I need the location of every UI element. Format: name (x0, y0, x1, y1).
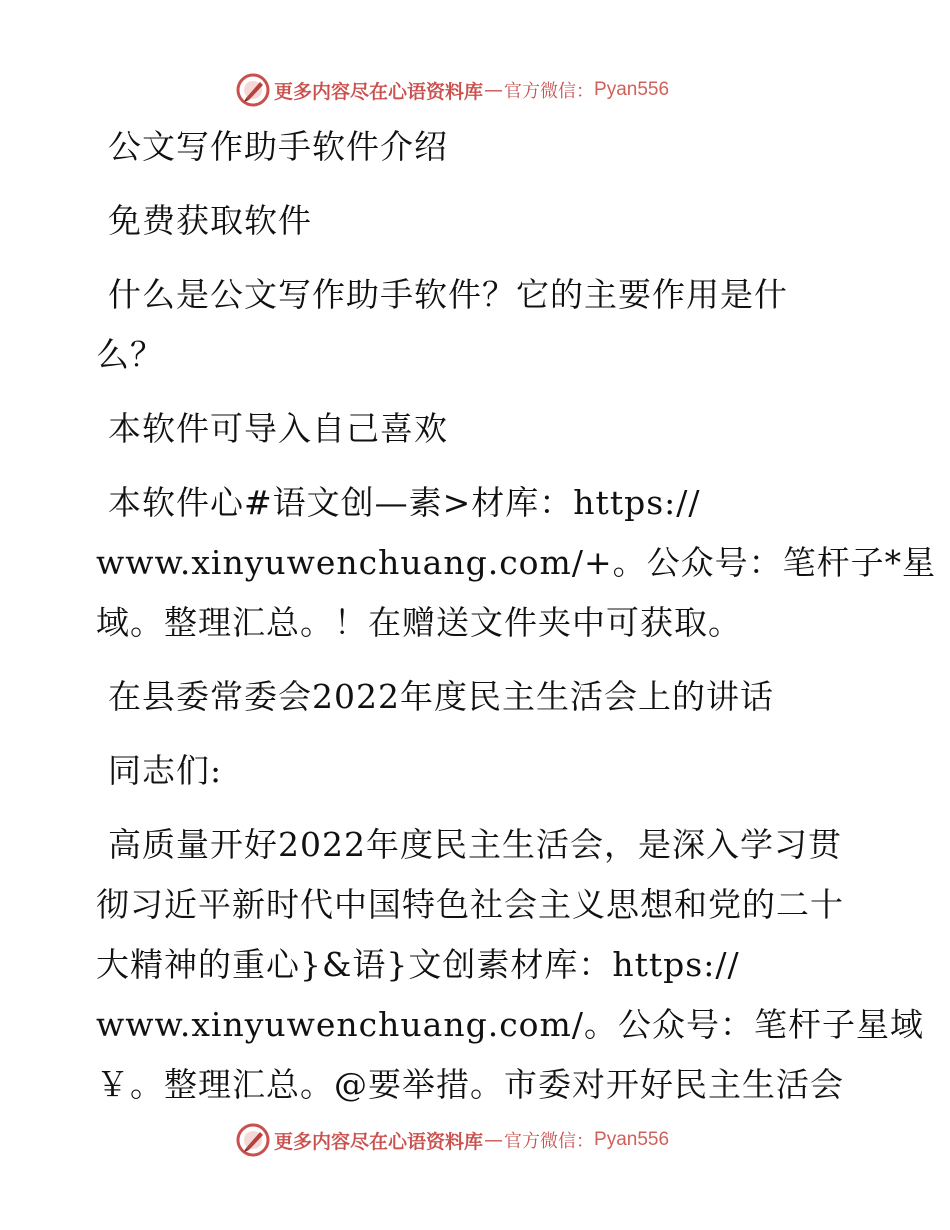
pen-logo-icon (236, 1123, 270, 1157)
doc-line-paragraph-5: ￥。整理汇总。@要举措。市委对开好民主生活会 (96, 1065, 844, 1104)
doc-line-paragraph-4: www.xinyuwenchuang.com/。公众号：笔杆子星域 (96, 1005, 924, 1044)
banner-wechat-label: 官方微信： (504, 1131, 595, 1152)
doc-line-paragraph-2: 彻习近平新时代中国特色社会主义思想和党的二十 (96, 885, 844, 924)
banner-main-text: 更多内容尽在心语资料库 (274, 80, 484, 103)
doc-line-title: 公文写作助手软件介绍 (108, 127, 448, 166)
doc-line-library-3: 域。整理汇总。！在赠送文件夹中可获取。 (96, 603, 742, 642)
banner-wechat-label: 官方微信： (504, 81, 595, 102)
doc-line-question-cont: 么？ (96, 335, 164, 374)
doc-line-speech-title: 在县委常委会2022年度民主生活会上的讲话 (108, 677, 774, 716)
document-body (0, 117, 950, 1115)
doc-line-greeting: 同志们: (108, 751, 223, 790)
banner-wechat-id: Pyan556 (594, 1129, 670, 1150)
doc-line-free-download: 免费获取软件 (108, 201, 312, 240)
doc-line-question: 什么是公文写作助手软件？它的主要作用是什 (108, 275, 788, 314)
footer-watermark-banner (236, 1122, 669, 1158)
banner-wechat-id: Pyan556 (594, 79, 670, 100)
doc-line-import: 本软件可导入自己喜欢 (108, 409, 448, 448)
header-watermark-banner (236, 72, 669, 108)
banner-dash: — (484, 79, 504, 101)
doc-line-library-1: 本软件心#语文创—素>材库：https:// (108, 483, 701, 522)
doc-line-library-2: www.xinyuwenchuang.com/+。公众号：笔杆子*星 (96, 543, 937, 582)
pen-logo-icon (236, 73, 270, 107)
banner-main-text: 更多内容尽在心语资料库 (274, 1130, 484, 1153)
banner-dash: — (484, 1129, 504, 1151)
doc-line-paragraph-1: 高质量开好2022年度民主生活会，是深入学习贯 (108, 825, 842, 864)
doc-line-paragraph-3: 大精神的重心}&语}文创素材库：https:// (96, 945, 740, 984)
